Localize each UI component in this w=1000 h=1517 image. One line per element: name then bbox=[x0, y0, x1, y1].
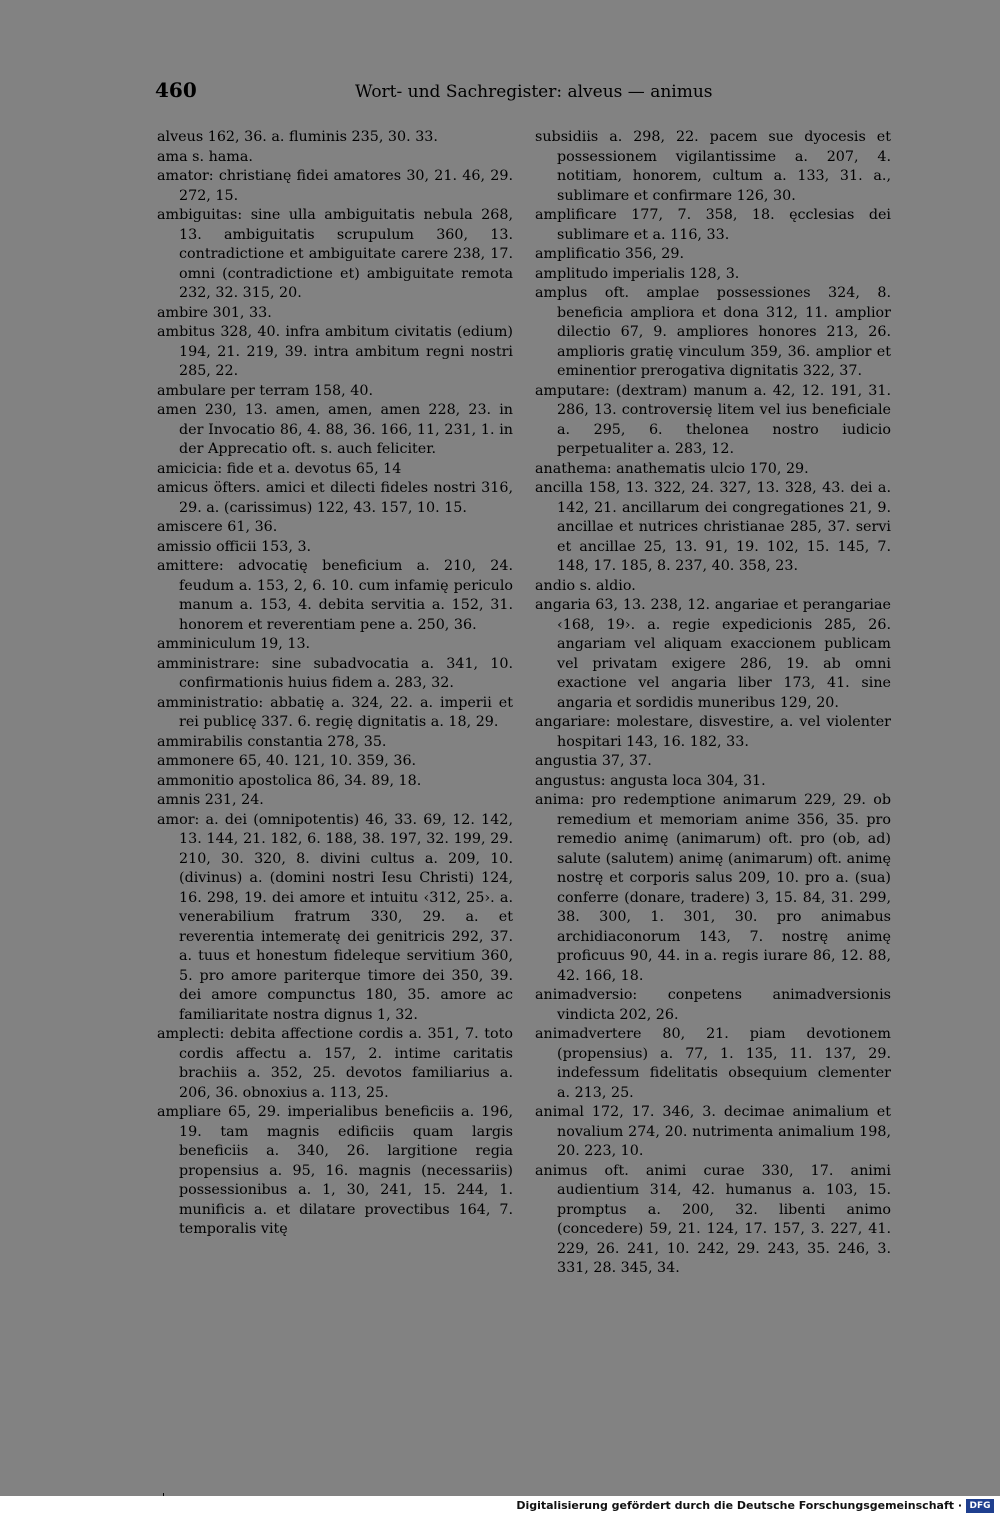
index-entry: amputare: (dextram) manum a. 42, 12. 191, 31. 286, 13. controversię litem vel ius beneficiale a. 295, 6. thelonea nostro iudicio perpetualiter a. 283, 12. bbox=[535, 382, 891, 457]
index-entry: amplitudo imperialis 128, 3. bbox=[535, 265, 740, 282]
index-entry: ambire 301, 33. bbox=[157, 304, 272, 321]
index-entry: amator: christianę fidei amatores 30, 21. 46, 29. 272, 15. bbox=[157, 168, 513, 204]
index-entry: ama s. hama. bbox=[157, 148, 253, 165]
index-entry: ammirabilis constantia 278, 35. bbox=[157, 733, 387, 750]
index-entry: amicicia: fide et a. devotus 65, 14 bbox=[157, 460, 402, 477]
dfg-logo-icon: DFG bbox=[966, 1499, 994, 1513]
index-entry: anima: pro redemptione animarum 229, 29. ob remedium et memoriam anime 356, 35. pro remedio animę (animarum) oft. pro (ob, ad) salute (salutem) animę (animarum) oft. animę nostrę et corporis salus 209, 10. pro a. (sua) conferre (donare, tradere) 3, 15. 84, 31. 299, 38. 300, 1. 301, 30. pro animabus archidiaconorum 143, 7. nostrę animę proficuus 90, 44. in a. regis iurare 86, 12. 88, 42. 166, 18. bbox=[535, 792, 891, 984]
index-entry: amiscere 61, 36. bbox=[157, 519, 278, 535]
index-entry: amplecti: debita affectione cordis a. 351, 7. toto cordis affectu a. 157, 2. intime caritatis brachiis a. 352, 25. devotos familiarius a. 206, 36. obnoxius a. 113, 25. bbox=[157, 1026, 513, 1101]
funding-notice: Digitalisierung gefördert durch die Deutsche Forschungsgemeinschaft · bbox=[516, 1499, 962, 1512]
index-entry: angustus: angusta loca 304, 31. bbox=[535, 772, 766, 789]
index-entry: ammonere 65, 40. 121, 10. 359, 36. bbox=[157, 753, 417, 769]
right-column bbox=[535, 128, 891, 1279]
index-entry-continued: subsidiis a. 298, 22. pacem sue dyocesis et possessionem vigilantissime a. 207, 4. notitiam, honorem, cultum a. 133, 31. a., sublimare et confirmare 126, 30. bbox=[535, 129, 891, 204]
index-entry: ambiguitas: sine ulla ambiguitatis nebula 268, 13. ambiguitatis scrupulum 360, 13. contradictione et ambiguitate carere 238, 17. omni (contradictione et) ambiguitate remota 232, 32. 315, 20. bbox=[157, 207, 513, 301]
index-entry: amministrare: sine subadvocatia a. 341, 10. confirmationis huius fidem a. 283, 32. bbox=[157, 655, 513, 691]
index-entry: anathema: anathematis ulcio 170, 29. bbox=[535, 460, 809, 477]
index-entry: angariare: molestare, disvestire, a. vel violenter hospitari 143, 16. 182, 33. bbox=[535, 714, 891, 750]
index-entry: ambulare per terram 158, 40. bbox=[157, 382, 373, 399]
index-entry: amplus oft. amplae possessiones 324, 8. beneficia ampliora et dona 312, 11. amplior dilectio 67, 9. ampliores honores 213, 26. amplioris gratię vinculum 359, 36. amplior et eminentior prerogativa dignitatis 322, 37. bbox=[535, 285, 891, 379]
index-entry: animal 172, 17. 346, 3. decimae animalium et novalium 274, 20. nutrimenta animalium 198, 20. 223, 10. bbox=[535, 1104, 891, 1159]
index-entry: animadvertere 80, 21. piam devotionem (propensius) a. 77, 1. 135, 11. 137, 29. indefessum fidelitatis obsequium clementer a. 213, 25. bbox=[535, 1026, 891, 1101]
running-header: Wort- und Sachregister: alveus — animus bbox=[355, 82, 713, 102]
index-entry: ammonitio apostolica 86, 34. 89, 18. bbox=[157, 772, 422, 789]
index-entry: amnis 231, 24. bbox=[157, 792, 264, 808]
index-entry: animadversio: conpetens animadversionis vindicta 202, 26. bbox=[535, 987, 891, 1023]
index-entry: amplificare 177, 7. 358, 18. ęcclesias dei sublimare et a. 116, 33. bbox=[535, 207, 891, 243]
index-entry: animus oft. animi curae 330, 17. animi audientium 314, 42. humanus a. 103, 15. promptus a. 200, 32. libenti animo (concedere) 59, 21. 124, 17. 157, 3. 227, 41. 229, 26. 241, 10. 242, 29. 243, 35. 246, 3. 331, 28. 345, 34. bbox=[535, 1162, 891, 1276]
index-entry: amen 230, 13. amen, amen, amen 228, 23. in der Invocatio 86, 4. 88, 36. 166, 11, 231, 1. in der Apprecatio oft. s. auch feliciter. bbox=[157, 402, 513, 457]
footer-bar bbox=[0, 1496, 1000, 1517]
index-entry: amor: a. dei (omnipotentis) 46, 33. 69, 12. 142, 13. 144, 21. 182, 6. 188, 38. 197, 32. 199, 29. 210, 30. 320, 8. divini cultus a. 209, 10. (divinus) a. (domini nostri Iesu Christi) 124, 16. 298, 19. dei amore et intuitu ‹312, 25›. a. venerabilium fratrum 330, 29. a. et reverentia intemeratę dei genitricis 292, 37. a. tuus et honestum fideleque servitium 360, 5. pro amore pariterque timore dei 350, 39. dei amore compunctus 180, 35. amore ac familiaritate nostra dignus 1, 32. bbox=[157, 811, 513, 1023]
index-entry: amministratio: abbatię a. 324, 22. a. imperii et rei publicę 337. 6. regię dignitatis a. 18, 29. bbox=[157, 694, 513, 730]
index-entry: angaria 63, 13. 238, 12. angariae et perangariae ‹168, 19›. a. regie expedicionis 285, 26. angariam vel aliquam exaccionem publicam vel privatam exigere 286, 19. ab omni exactione vel angaria liber 173, 41. sine angaria et sordidis muneribus 129, 20. bbox=[535, 597, 891, 711]
index-entry: amicus öfters. amici et dilecti fideles nostri 316, 29. a. (carissimus) 122, 43. 157, 10. 15. bbox=[157, 480, 513, 516]
index-entry: amittere: advocatię beneficium a. 210, 24. feudum a. 153, 2, 6. 10. cum infamię periculo manum a. 153, 4. debita servitia a. 152, 31. honorem et reverentiam pene a. 250, 36. bbox=[157, 558, 513, 633]
page-number: 460 bbox=[155, 78, 197, 102]
index-entry: amplificatio 356, 29. bbox=[535, 246, 685, 262]
left-column bbox=[157, 128, 513, 1240]
index-entry: alveus 162, 36. a. fluminis 235, 30. 33. bbox=[157, 129, 438, 145]
index-entry: ampliare 65, 29. imperialibus beneficiis a. 196, 19. tam magnis edificiis quam largis beneficiis a. 340, 26. largitione regia propensius a. 95, 16. magnis (necessariis) possessionibus a. 1, 30, 241, 15. 244, 1. munificis a. et dilatare provectibus 164, 7. temporalis vitę bbox=[157, 1104, 513, 1237]
index-entry: andio s. aldio. bbox=[535, 577, 636, 594]
index-entry: amissio officii 153, 3. bbox=[157, 538, 312, 555]
index-entry: angustia 37, 37. bbox=[535, 753, 652, 769]
index-entry: ancilla 158, 13. 322, 24. 327, 13. 328, 43. dei a. 142, 21. ancillarum dei congregationes 21, 9. ancillae et nutrices christianae 285, 37. servi et ancillae 25, 13. 91, 19. 102, 15. 145, 7. 148, 17. 185, 8. 237, 40. 358, 23. bbox=[535, 480, 891, 574]
index-entry: amminiculum 19, 13. bbox=[157, 636, 311, 652]
index-entry: ambitus 328, 40. infra ambitum civitatis (edium) 194, 21. 219, 39. intra ambitum regni nostri 285, 22. bbox=[157, 324, 513, 379]
